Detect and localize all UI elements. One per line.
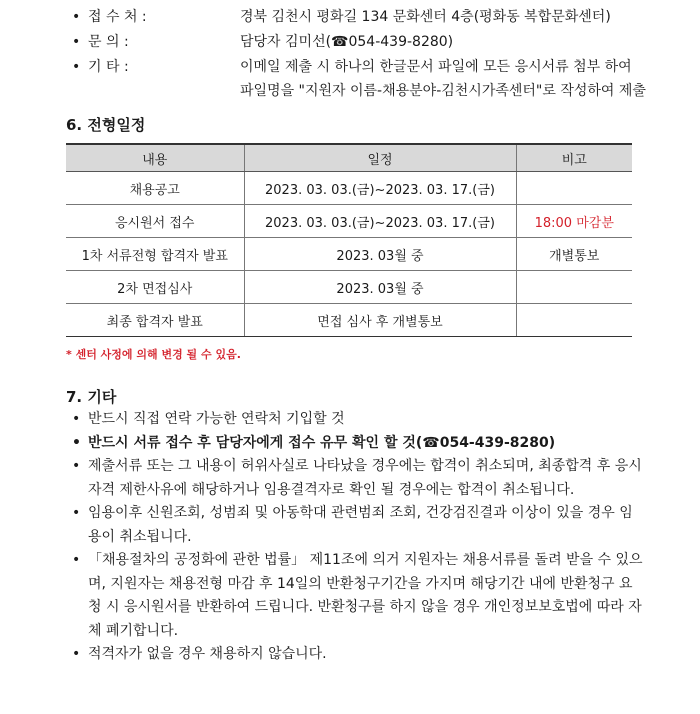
table-row	[66, 172, 632, 205]
cell-note	[516, 271, 632, 304]
info-label: 기 타 :	[88, 59, 129, 75]
cell-date: 2023. 03. 03.(금)~2023. 03. 17.(금)	[244, 172, 516, 205]
list-item: • 제출서류 또는 그 내용이 허위사실로 나타났을 경우에는 합격이 취소되며, 최종합격 후 응시자격 제한사유에 해당하거나 임용결격자로 확인 될 경우에는 합격이 취소됩니다.	[72, 455, 644, 502]
column-header: 일정	[244, 144, 516, 172]
info-value: 경북 김천시 평화길 134 문화센터 4층(평화동 복합문화센터)	[240, 9, 611, 25]
table-header-row	[66, 144, 632, 172]
cell-item: 2차 면접심사	[66, 271, 244, 304]
table-row	[66, 304, 632, 337]
info-label: 문 의 :	[88, 34, 129, 50]
column-header: 비고	[516, 144, 632, 172]
schedule-heading: 6. 전형일정	[66, 116, 146, 134]
cell-note	[516, 172, 632, 205]
table-row	[66, 205, 632, 238]
cell-item: 최종 합격자 발표	[66, 304, 244, 337]
column-header: 내용	[66, 144, 244, 172]
etc-list	[72, 408, 644, 667]
cell-date: 2023. 03월 중	[244, 271, 516, 304]
cell-note: 18:00 마감분	[516, 205, 632, 238]
list-item: • 「채용절차의 공정화에 관한 법률」 제11조에 의거 지원자는 채용서류를 돌려 받을 수 있으며, 지원자는 채용전형 마감 후 14일의 반환청구기간을 가지며 해당기간 내에 반환청구 요청 시 응시원서를 반환하여 드립니다. 반환청구를 하지 않을 경우 개인정보보호법에 따라 자체 폐기합니다.	[72, 549, 644, 643]
info-value: 담당자 김미선(☎054-439-8280)	[240, 34, 454, 50]
bullet: •	[72, 9, 81, 25]
cell-note	[516, 304, 632, 337]
schedule-table	[66, 143, 632, 337]
list-item: • 임용이후 신원조회, 성범죄 및 아동학대 관련범죄 조회, 건강검진결과 이상이 있을 경우 임용이 취소됩니다.	[72, 502, 644, 549]
etc-heading: 7. 기타	[66, 388, 117, 406]
table-row	[66, 238, 632, 271]
list-item: • 적격자가 없을 경우 채용하지 않습니다.	[72, 643, 644, 667]
cell-date: 면접 심사 후 개별통보	[244, 304, 516, 337]
cell-date: 2023. 03월 중	[244, 238, 516, 271]
cell-item: 응시원서 접수	[66, 205, 244, 238]
schedule-footnote: * 센터 사정에 의해 변경 될 수 있음.	[66, 348, 241, 361]
table-row	[66, 271, 632, 304]
info-value-line2: 파일명을 "지원자 이름-채용분야-김천시가족센터"로 작성하여 제출	[240, 83, 646, 99]
cell-item: 1차 서류전형 합격자 발표	[66, 238, 244, 271]
cell-item: 채용공고	[66, 172, 244, 205]
info-label: 접 수 처 :	[88, 9, 147, 25]
cell-note: 개별통보	[516, 238, 632, 271]
cell-date: 2023. 03. 03.(금)~2023. 03. 17.(금)	[244, 205, 516, 238]
bullet: •	[72, 59, 81, 75]
list-item: • 반드시 서류 접수 후 담당자에게 접수 유무 확인 할 것(☎054-439-8280)	[72, 432, 644, 456]
etc-list-container	[72, 408, 644, 667]
info-value-line1: 이메일 제출 시 하나의 한글문서 파일에 모든 응시서류 첨부 하여	[240, 59, 632, 75]
list-item: • 반드시 직접 연락 가능한 연락처 기입할 것	[72, 408, 644, 432]
bullet: •	[72, 34, 81, 50]
